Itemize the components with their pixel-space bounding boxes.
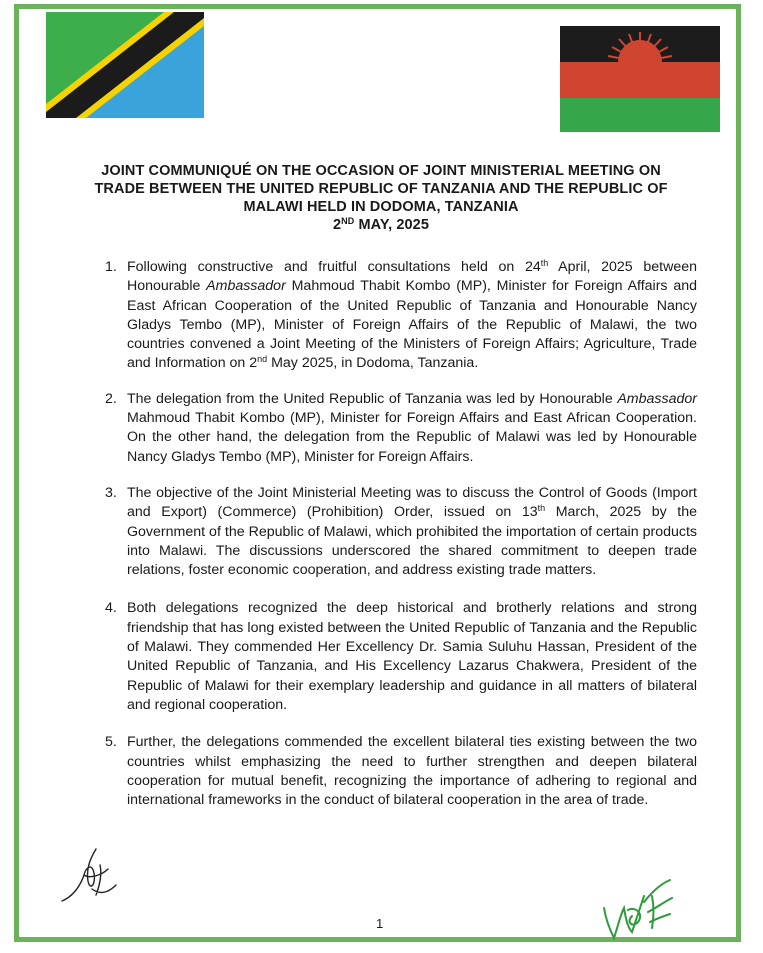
list-item: 2. The delegation from the United Republic of Tanzania was led by Honourable Ambassador Mahmoud Thabit Kombo (MP), Minister for Foreign Affairs and East African Cooperation. On the other hand, the delegation from the Republic of Malawi was led by Honourable Nancy Gladys Tembo (MP), Minister for Foreign Affairs.: [105, 390, 697, 465]
item-number: 1.: [105, 259, 117, 275]
page-number: 1: [376, 916, 384, 931]
signature-left-icon: [56, 845, 146, 905]
signature-right-icon: [598, 872, 678, 942]
list-item: 1. Following constructive and fruitful consultations held on 24th April, 2025 between Honourable Ambassador Mahmoud Thabit Kombo (MP), Minister for Foreign Affairs and East African Cooperation of the United Republic of Tanzania and Honourable Nancy Gladys Tembo (MP), Minister of Foreign Affairs of the Republic of Malawi, the two countries convened a Joint Meeting of the Ministers of Foreign Affairs; Agriculture, Trade and Information on 2nd May 2025, in Dodoma, Tanzania.: [105, 258, 697, 372]
title-date: 2ND MAY, 2025: [332, 216, 429, 233]
list-item: 3. The objective of the Joint Ministerial Meeting was to discuss the Control of Goods (Import and Export) (Commerce) (Prohibition) Order, issued on 13th March, 2025 by the Government of the Republic of Malawi, which prohibited the importation of certain products into Malawi. The discussions underscored the shared commitment to deepen trade relations, foster economic cooperation, and address existing trade matters.: [105, 484, 698, 579]
list-item: [100, 733, 697, 810]
item-number: 3.: [105, 484, 117, 501]
tanzania-flag-icon: [46, 12, 204, 118]
title-line-1: JOINT COMMUNIQUÉ ON THE OCCASION OF JOINT MINISTERIAL MEETING ON: [101, 163, 661, 179]
list-item: [100, 599, 697, 715]
item-number: 2.: [105, 390, 117, 407]
item-number: 4.: [105, 600, 117, 617]
title-line-2: TRADE BETWEEN THE UNITED REPUBLIC OF TANZANIA AND THE REPUBLIC OF: [94, 181, 668, 197]
communique-list: [100, 258, 697, 810]
malawi-flag-icon: [560, 26, 720, 132]
item-text: Further, the delegations commended the excellent bilateral ties existing between the two countries whilst emphasizing the need to further strengthen and deepen bilateral cooperation for mutual benefit, recognizing the importance of adhering to regional and international frameworks in the conduct of bilateral cooperation in the area of trade.: [127, 734, 697, 809]
item-text: Both delegations recognized the deep historical and brotherly relations and strong friendship that has long existed between the United Republic of Tanzania and the Republic of Malawi. They commended Her Excellency Dr. Samia Suluhu Hassan, President of the United Republic of Tanzania, and His Excellency Lazarus Chakwera, President of the Republic of Malawi for their exemplary leadership and guidance in all matters of bilateral and regional cooperation.: [127, 600, 697, 713]
item-number: 5.: [105, 734, 117, 751]
document-title: [60, 162, 702, 234]
title-line-3: MALAWI HELD IN DODOMA, TANZANIA: [243, 199, 519, 215]
